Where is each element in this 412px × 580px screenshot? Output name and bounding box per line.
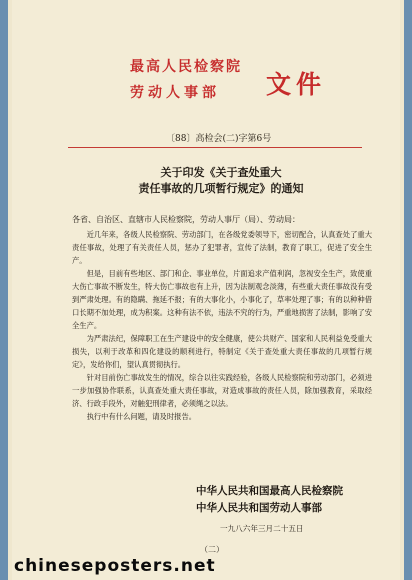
- notice-title: [96, 165, 346, 197]
- title-line-1: 关于印发《关于查处重大: [160, 166, 282, 179]
- body-paragraph: 为严肃法纪，保障职工在生产建设中的安全健康，使公共财产、国家和人民利益免受重大损失，以利于改革和四化建设的顺利进行，特制定《关于查处重大责任事故的几项暂行规定》，发给你们，望认真贯彻执行。: [72, 334, 372, 369]
- issuer-labor-ministry: 劳动人事部: [130, 85, 220, 101]
- page-number: （二）: [200, 545, 224, 554]
- document-number: 〔88〕高检会(二)字第6号: [166, 134, 272, 144]
- signatory-block: [196, 483, 396, 517]
- issue-date: 一九八六年三月二十五日: [220, 524, 304, 533]
- body-paragraph: 但是，目前有些地区、部门和企、事业单位，片面追求产值利润，忽视安全生产，致使重大伤亡事故不断发生，特大伤亡事故也有上升，因为法制观念淡薄，有些重大责任事故没有受到严肃处理。有的隐瞒、拖延不报；有的大事化小，小事化了，草率处理了事；有的以种种借口长期不加处理，成为积案。这种有法不依，违法不究的行为，严重地损害了法制，影响了安全生产。: [72, 269, 372, 330]
- notice-body: [72, 228, 372, 423]
- body-paragraph: 针对目前伤亡事故发生的情况，综合以往实践经验，各级人民检察院和劳动部门，必须进一步加强协作联系，认真查处重大责任事故，对造成事故的责任人员，除加强教育，采取经济、行政手段外，对触犯刑律者，必须绳之以法。: [72, 373, 372, 408]
- signatory-labor-ministry: 中华人民共和国劳动人事部: [196, 502, 322, 514]
- document-type-label: 文件: [266, 70, 327, 99]
- addressee-line: 各省、自治区、直辖市人民检察院，劳动人事厅（局）、劳动局：: [72, 215, 300, 224]
- document-header: [130, 56, 380, 110]
- site-watermark: chineseposters.net: [14, 556, 216, 576]
- red-divider-line: [68, 147, 362, 148]
- page-paper: [12, 0, 400, 580]
- issuer-procuratorate: 最高人民检察院: [130, 59, 242, 75]
- signatory-procuratorate: 中华人民共和国最高人民检察院: [196, 485, 343, 497]
- title-line-2: 责任事故的几项暂行规定》的通知: [138, 182, 304, 195]
- body-paragraph: 近几年来，各级人民检察院、劳动部门，在各级党委领导下，密切配合，认真查处了重大责任事故，处理了有关责任人员，惩办了犯罪者，宣传了法制，教育了职工，促进了安全生产。: [72, 230, 372, 265]
- body-paragraph: 执行中有什么问题，请及时报告。: [86, 412, 197, 421]
